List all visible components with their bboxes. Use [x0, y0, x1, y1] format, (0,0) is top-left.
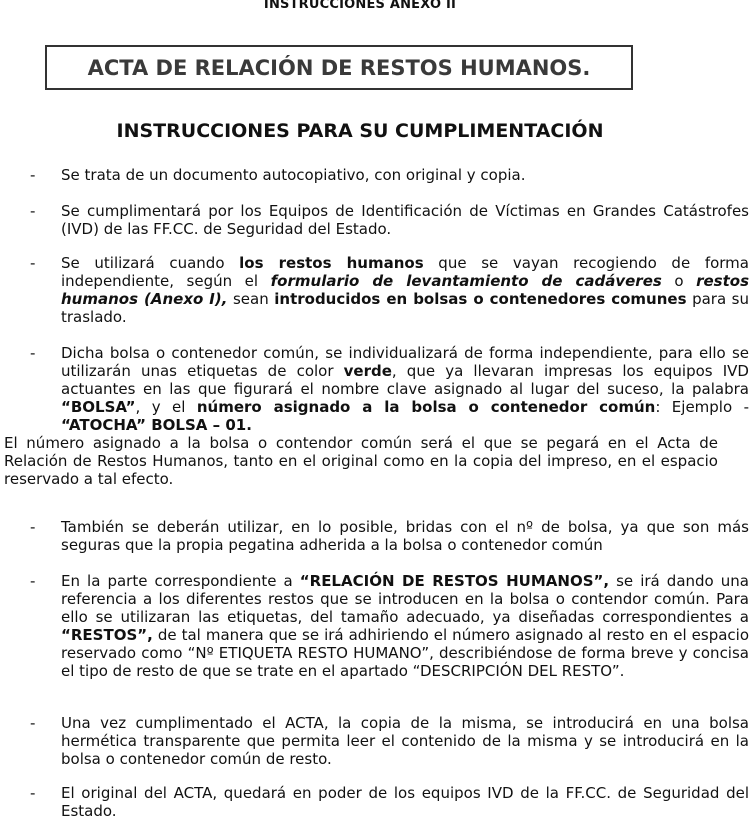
text-span: , y el — [135, 398, 197, 416]
text-span: Se cumplimentará por los Equipos de Identificación de Víctimas en Grandes Catástrofes (IVD) de las FF.CC. de Seguridad del Estado. — [61, 202, 749, 238]
header-title: INSTRUCCIONES ANEXO II — [263, 0, 457, 12]
text-span: Se utilizará cuando — [61, 254, 240, 272]
text-span: para su traslado. — [61, 290, 749, 326]
bullet-dash: - — [30, 254, 36, 272]
bold-span: “RELACIÓN DE RESTOS HUMANOS”, — [299, 572, 610, 590]
text-span: En la parte correspondiente a — [61, 572, 300, 590]
text-span: o — [661, 272, 697, 290]
item-text — [61, 572, 749, 680]
body-paragraph: El número asignado a la bolsa o contendor común será el que se pegará en el Acta de Relación de Restos Humanos, tanto en el original como en la copia del impreso, en el espacio reservado a tal efecto. — [4, 434, 718, 488]
bullet-dash: - — [30, 784, 36, 802]
item-text — [61, 254, 749, 326]
text-span: Dicha bolsa o contenedor común, se individualizará de forma independiente, para ello se utilizarán unas etiquetas de color — [61, 344, 749, 380]
bold-span: verde — [343, 362, 392, 380]
bullet-dash: - — [30, 344, 36, 362]
text-span: sean — [227, 290, 275, 308]
text-span: , que ya llevaran impresas los equipos IVD actuantes en las que figurará el nombre clave asignado al lugar del suceso, la palabra — [61, 362, 749, 398]
text-span: El original del ACTA, quedará en poder de los equipos IVD de la FF.CC. de Seguridad del Estado. — [61, 784, 749, 820]
bold-italic-span: restos humanos (Anexo I), — [61, 272, 749, 308]
text-span: de tal manera que se irá adhiriendo el número asignado al resto en el espacio reservado como “Nº ETIQUETA RESTO HUMANO”, describiéndose de forma breve y concisa el tipo de resto de que se trate en el apartado “DESCRIPCIÓN DEL RESTO”. — [61, 626, 749, 680]
text-span: Se trata de un documento autocopiativo, con original y copia. — [61, 166, 526, 184]
text-span: que se vayan recogiendo de forma independiente, según el — [61, 254, 749, 290]
text-span: También se deberán utilizar, en lo posible, bridas con el nº de bolsa, ya que son más seguras que la propia pegatina adherida a la bolsa o contenedor común — [61, 518, 749, 554]
bold-span: número asignado a la bolsa o contenedor común — [196, 398, 656, 416]
bold-span: introducidos en bolsas o contenedores comunes — [274, 290, 687, 308]
text-span: Una vez cumplimentado el ACTA, la copia de la misma, se introducirá en una bolsa hermética transparente que permita leer el contenido de la misma y se introducirá en la bolsa o contenedor común de resto. — [61, 714, 749, 768]
bold-span: los restos humanos — [239, 254, 424, 272]
bullet-dash: - — [30, 572, 36, 590]
text-span: : Ejemplo - — [655, 398, 749, 416]
bullet-dash: - — [30, 518, 36, 536]
text-span: se irá dando una referencia a los diferentes restos que se introducen en la bolsa o contendor común. Para ello se utilizaran las etiquetas, del tamaño adecuado, ya diseñadas correspondientes a — [61, 572, 749, 626]
bold-span: “ATOCHA” BOLSA – 01. — [61, 416, 252, 434]
bold-span: “RESTOS”, — [61, 626, 153, 644]
item-text — [61, 714, 749, 768]
bullet-dash: - — [30, 202, 36, 220]
document-title-box: ACTA DE RELACIÓN DE RESTOS HUMANOS. — [45, 45, 633, 90]
section-subtitle: INSTRUCCIONES PARA SU CUMPLIMENTACIÓN — [116, 120, 604, 142]
bullet-dash: - — [30, 166, 36, 184]
bold-italic-span: formulario de levantamiento de cadáveres — [270, 272, 662, 290]
item-text — [61, 166, 749, 184]
item-text — [61, 518, 749, 554]
bold-span: “BOLSA” — [61, 398, 136, 416]
bullet-dash: - — [30, 714, 36, 732]
item-text — [61, 202, 749, 238]
item-text — [61, 784, 749, 820]
item-text — [61, 344, 749, 434]
